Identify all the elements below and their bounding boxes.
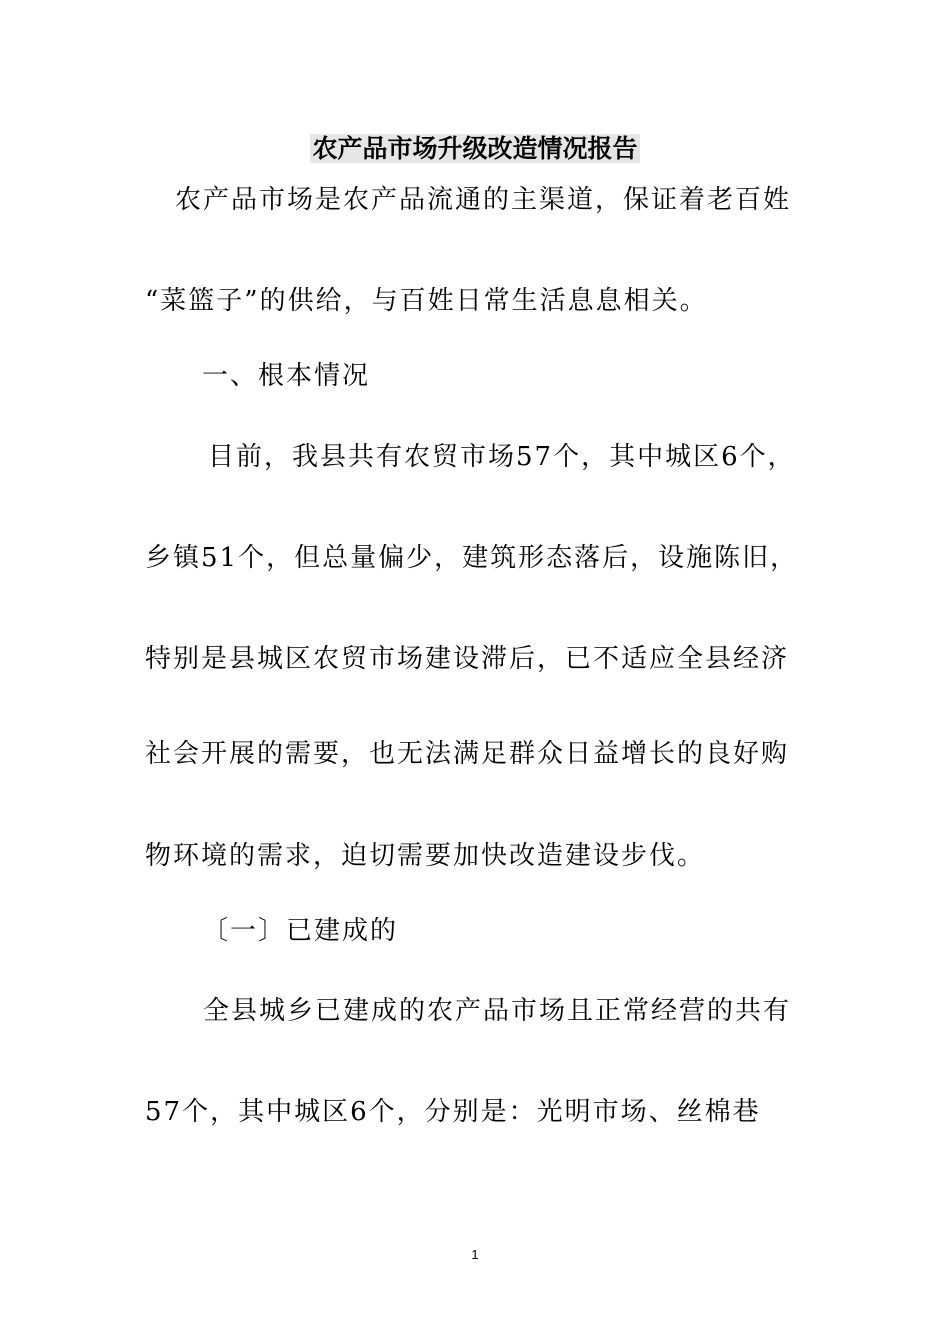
paragraph-situation-line-2: 乡镇51个，但总量偏少，建筑形态落后，设施陈旧， [145,543,799,573]
paragraph-intro-line-2: “菜篮子”的供给，与百姓日常生活息息相关。 [145,286,708,316]
paragraph-intro-line-1: 农产品市场是农产品流通的主渠道，保证着老百姓 [175,185,792,215]
paragraph-built-line-2: 57个，其中城区6个，分别是：光明市场、丝棉巷 [145,1097,761,1127]
paragraph-situation-line-3: 特别是县城区农贸市场建设滞后，已不适应全县经济 [145,644,790,674]
subsection-heading-1: 〔一〕已建成的 [202,916,399,946]
paragraph-situation-line-1: 目前，我县共有农贸市场57个，其中城区6个， [208,442,796,472]
document-title [0,131,950,167]
document-title-text: 农产品市场升级改造情况报告 [312,134,638,163]
paragraph-situation-line-5: 物环境的需求，迫切需要加快改造建设步伐。 [145,841,706,871]
section-heading-1: 一、根本情况 [202,361,371,391]
page-number: 1 [471,1247,479,1262]
paragraph-situation-line-4: 社会开展的需要，也无法满足群众日益增长的良好购 [145,739,790,769]
paragraph-built-line-1: 全县城乡已建成的农产品市场且正常经营的共有 [203,996,792,1026]
